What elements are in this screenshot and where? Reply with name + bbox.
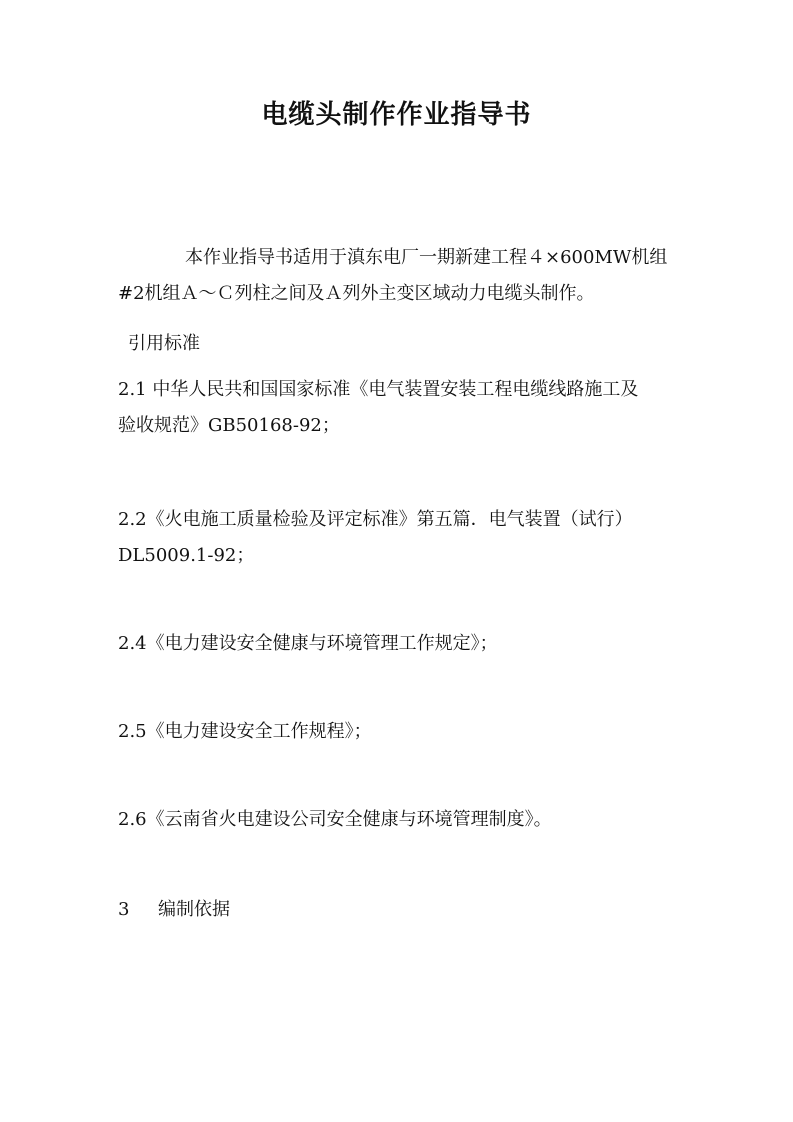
reference-line: DL5009.1-92；	[118, 545, 255, 566]
reference-line: 2.1 中华人民共和国国家标准《电气装置安装工程电缆线路施工及	[118, 379, 639, 400]
section-3-heading	[118, 892, 230, 928]
scope-paragraph	[118, 240, 678, 312]
reference-item-2-5	[118, 714, 678, 750]
reference-item-2-6	[118, 802, 678, 838]
reference-line: 2.6《云南省火电建设公司安全健康与环境管理制度》。	[118, 809, 552, 830]
reference-item-2-2	[118, 502, 678, 574]
scope-line-2: #2机组Ａ～Ｃ列柱之间及Ａ列外主变区域动力电缆头制作。	[118, 283, 595, 304]
reference-line: 验收规范》GB50168-92；	[118, 415, 340, 436]
section-3-title: 编制依据	[158, 899, 230, 920]
scope-line-1: 本作业指导书适用于滇东电厂一期新建工程４×600MW机组	[185, 247, 668, 268]
reference-line: 2.4《电力建设安全健康与环境管理工作规定》；	[118, 633, 498, 654]
reference-line: 2.2《火电施工质量检验及评定标准》第五篇．电气装置（试行）	[118, 509, 633, 530]
document-title: 电缆头制作作业指导书	[261, 100, 532, 130]
reference-item-2-4	[118, 626, 678, 662]
reference-line: 2.5《电力建设安全工作规程》；	[118, 721, 372, 742]
section-reference-heading: 引用标准	[128, 333, 200, 354]
reference-item-2-1	[118, 372, 678, 444]
section-3-number: 3	[118, 899, 130, 920]
